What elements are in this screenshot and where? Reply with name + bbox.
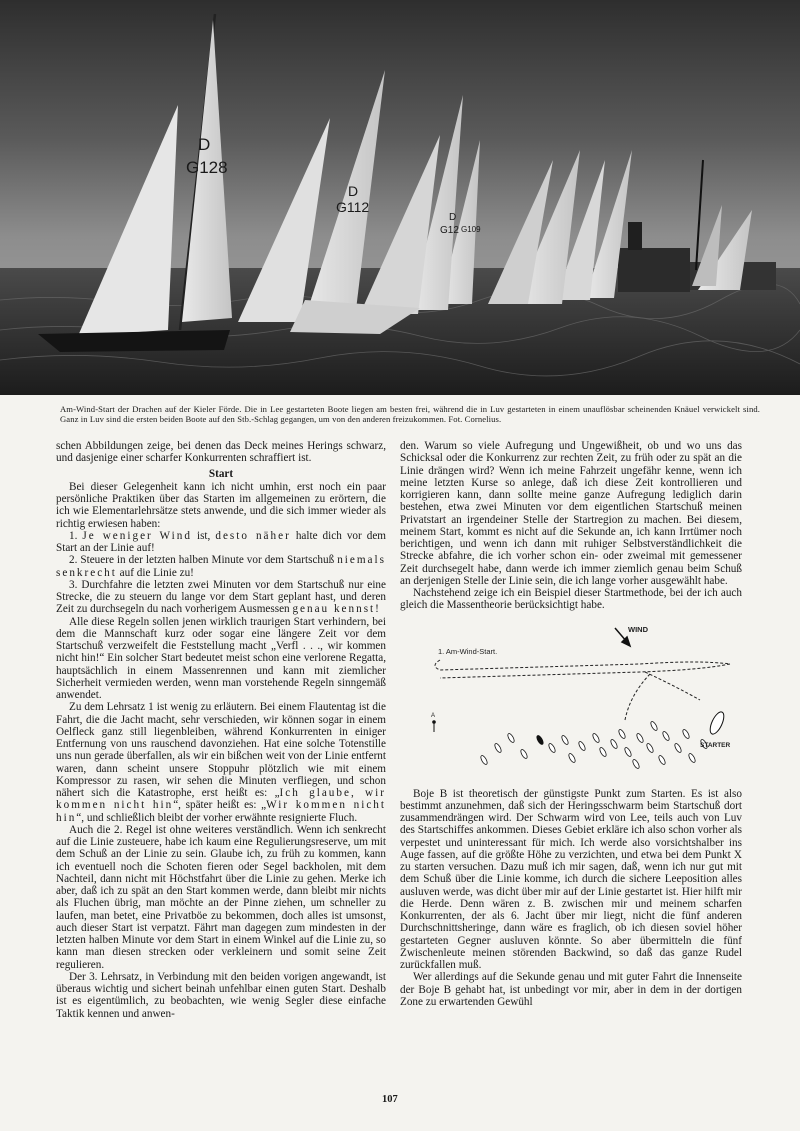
regatta-photo — [0, 0, 800, 395]
left-column — [56, 440, 386, 1020]
paragraph: Der 3. Lehrsatz, in Verbindung mit den beiden vorigen angewandt, ist überaus wichtig und sichert beinah unfehlbar einen guten Start. Deshalb ist es eigentümlich, zu beobachten, wie wenig Segler diese einfache Taktik kennen und anwen- — [56, 970, 386, 1020]
rule-2: 2. Steuere in der letzten halben Minute vor dem Startschuß niemals senkrecht auf die Linie zu! — [56, 554, 386, 579]
paragraph: Wer allerdings auf die Sekunde genau und mit guter Fahrt die Innenseite der Boje B gehabt hat, ist unbedingt vor mir, aber in dem in der dortigen Zone zu erwartenden Gewühl — [400, 971, 742, 1008]
paragraph: schen Abbildungen zeige, bei denen das Deck meines Herings schwarz, und dasjenige einer scharfer Konkurrenten schraffiert ist. — [56, 440, 386, 465]
sail-letter-2: D — [348, 183, 359, 199]
sail-number-4: G109 — [461, 225, 481, 234]
start-diagram — [400, 620, 742, 778]
photo-caption: Am-Wind-Start der Drachen auf der Kieler Förde. Die in Lee gestarteten Boote liegen am besten frei, während die in Luv gestarteten in einem unauflösbar scheinenden Knäuel verwickelt sind. Ganz in Luv sind die ersten beiden Boote auf den Stb.-Schlag gegangen, um von den anderen freizukommen. Fot. Cornelius. — [60, 404, 760, 425]
diagram-title: 1. Am-Wind-Start. — [438, 646, 498, 656]
sail-letter-3: D — [449, 212, 457, 223]
rule-1: 1. Je weniger Wind ist, desto näher halte dich vor dem Start an der Linie auf! — [56, 529, 386, 554]
page-number: 107 — [382, 1094, 398, 1105]
sail-number-3: G12 — [440, 225, 459, 236]
paragraph: Nachstehend zeige ich ein Beispiel dieser Startmethode, bei der ich auch gleich die Massentheorie berücksichtigt habe. — [400, 587, 742, 612]
paragraph: Alle diese Regeln sollen jenen wirklich traurigen Start verhindern, bei dem die Mannschaft kurz oder sogar eine längere Zeit vor dem Startschuß verzweifelt die Feststellung macht „Verfl . . ., wir kommen nicht hin!“ Ein solcher Start bedeutet meist schon eine verlorene Regatta, hauptsächlich in einem Massenrennen und kann mit ziemlicher Sicherheit vermieden werden, wenn man vorstehende Regeln sinngemäß anwendet. — [56, 615, 386, 701]
right-column — [400, 440, 742, 1008]
wind-label: WIND — [628, 624, 648, 634]
paragraph: Zu dem Lehrsatz 1 ist wenig zu erläutern. Bei einem Flautentag ist die Fahrt, die die Jacht macht, sehr verschieden, wir können sogar in einem Oelfleck ganz still liegenbleiben, während Konkurrenten in einiger Entfernung von uns rauschend davonziehen. Hat eine solche Totenstille uns nun gerade überfallen, als wir ein bißchen weit von der Linie entfernt waren, dann scheint unsere Stoppuhr plötzlich wie mit einem Kompressor zu rasen, wir sehen die Minuten verfliegen, und schon nähert sich die Katastrophe, erst heißt es: „Ich glaube, wir kommen nicht hin“, später heißt es: „Wir kommen nicht hin“, und schließlich bleibt der vorher erwähnte resignierte Fluch. — [56, 701, 386, 824]
starter-boat — [707, 710, 726, 736]
course-track — [435, 660, 730, 720]
fleet — [480, 720, 709, 769]
sail-number-1: G128 — [186, 158, 228, 177]
section-heading: Start — [208, 467, 234, 480]
paragraph: den. Warum so viele Aufregung und Ungewißheit, ob und wo uns das Schicksal oder die Konkurrenz zur rechten Zeit, zu früh oder zu spät an die Linie drängen wird? Wenn ich meine Fahrzeit ungefähr kenne, wenn ich meine letzten Kurse so anlege, daß ich diese Zeit kontrollieren und korrigieren kann, dann sollte meine ganze Aufregung lediglich darin bestehen, etwa zwei Minuten vor dem eigentlichen Startschuß meinen Privatstart an irgendeiner Stelle der Startregion zu machen. Bei diesem, meinem Start, kommt es nicht auf die Sekunde an, ich kann Irrtümer noch berichtigen, und wenn ich dann mit ruhiger Selbstverständlichkeit die Strecke abfahre, die ich vorher schon ein- oder zweimal mit gemessener Zeit durchsegelt habe, dann werde ich immer ziemlich genau beim Schuß an derjenigen Stelle der Linie sein, die ich lange vorher ausgewählt habe. — [400, 440, 742, 587]
starter-label: STARTER — [700, 741, 731, 749]
mark-a-label: A — [431, 712, 436, 719]
rule-3: 3. Durchfahre die letzten zwei Minuten vor dem Startschuß nur eine Strecke, die zu steuern du lange vor dem Start geplant hast, und deren Zeit zu durchsegeln du nach vorherigem Ausmessen genau kennst! — [56, 578, 386, 616]
paragraph: Auch die 2. Regel ist ohne weiteres verständlich. Wenn ich senkrecht auf die Linie zusteuere, habe ich kaum eine Regulierungsreserve, um mit dem Schuß an der Linie zu sein. Glaube ich, zu früh zu kommen, kann ich eventuell noch die Schoten fieren oder Segel backholen, mit dem Nachteil, dann nicht mit Höchstfahrt über die Linie zu gehen. Merke ich aber, daß ich zu spät an den Start kommen werde, dann bleibt mir nichts als Fluchen übrig, man möchte an der Pinne ziehen, um schneller zu laufen, man betet, eine Privatböe zu bekommen, doch alles ist umsonst, auch dieser Start ist verpatzt. Fährt man dagegen zum mindesten in der letzten halben Minute vor dem Start in einem Winkel auf die Linie zu, so kann man diesen strecken oder verkleinern und somit seine Zeit regulieren. — [56, 823, 386, 971]
sail-number-2: G112 — [336, 199, 370, 215]
paragraph: Boje B ist theoretisch der günstigste Punkt zum Starten. Es ist also bestimmt anzunehmen, daß sich der Heringsschwarm beim Startschuß dort zusammendrängen wird. Der Schwarm wird von Lee, teils auch von Luv des Startschiffes ankommen. Dieses Gebiet erkläre ich also schon vorher als verpestet und uninteressant für mich. Ich werde also vorsichtshalber ins Auge fassen, auf die größte Höhe zu verzichten, und etwa bei dem Punkt X zu starten versuchen. Dazu muß ich mir sagen, daß, wenn ich nur gut mit dem Schuß über die Linie komme, ich durch die sichere Leeposition alles ausluven werde, was dicht über mir auf der Linie gestartet ist. Hier hilft mir die Herde. Denn wären z. B. zwischen mir und meinem scharfen Konkurrenten, der als 6. Jacht über mir liegt, nicht die fünf anderen Durchschnittsheringe, dann wäre es fraglich, ob ich diesen soviel höher gestarteten Gegner ausluven könnte. So aber übermitteln die fünf Zwischenleute meinen störenden Backwind, so daß das ganze Rudel zurückfallen muß. — [400, 787, 742, 971]
sail-letter-1: D — [198, 135, 211, 154]
paragraph: Bei dieser Gelegenheit kann ich nicht umhin, erst noch ein paar persönliche Praktiken über das Starten im allgemeinen zu erörtern, die ich wie Elementarlehrsätze stets anwende, und die sich immer wieder als richtig erwiesen haben: — [56, 480, 386, 530]
